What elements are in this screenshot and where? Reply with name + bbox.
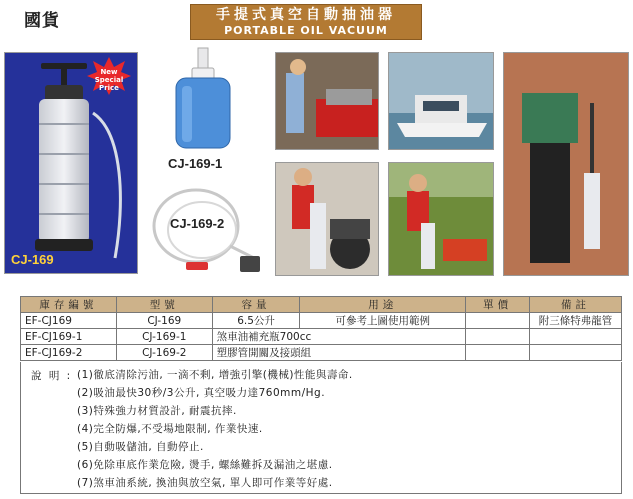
model-number: CJ-169-2	[116, 345, 212, 361]
list-item: (4)完全防爆,不受場地限制, 作業快速.	[77, 423, 263, 435]
unit-price	[466, 329, 530, 345]
product-main-label: CJ-169	[11, 252, 54, 267]
column-header: 備註	[530, 297, 622, 313]
title-zh: 手提式真空自動抽油器	[216, 7, 396, 23]
model-number: CJ-169	[116, 313, 212, 329]
list-item: (3)特殊強力材質設計, 耐震抗摔.	[77, 405, 237, 417]
remarks	[530, 329, 622, 345]
badge-text: New Special Price	[94, 68, 124, 92]
brand-mark: 國貨	[24, 11, 60, 31]
list-item: (7)煞車油系統, 換油與放空氣, 單人即可作業等好處.	[77, 477, 333, 489]
stock-number: EF-CJ169-2	[21, 345, 117, 361]
title-en: PORTABLE OIL VACUUM	[224, 24, 388, 37]
column-header: 型號	[116, 297, 212, 313]
stock-number: EF-CJ169	[21, 313, 117, 329]
usage-photo-car-engine	[275, 52, 379, 150]
table-row	[21, 313, 622, 329]
column-header: 庫存編號	[21, 297, 117, 313]
usage-photo-aquarium	[503, 52, 629, 276]
notes-list	[77, 368, 353, 494]
new-special-price-badge	[87, 57, 131, 95]
usage: 可參考上圖使用範例	[300, 313, 466, 329]
column-header: 單價	[466, 297, 530, 313]
product-main-photo	[4, 52, 138, 274]
column-header: 容量	[212, 297, 300, 313]
notes-lead: 說 明 :	[31, 370, 73, 382]
spec-table	[20, 296, 622, 361]
capacity: 塑膠管開關及接頭組	[212, 345, 466, 361]
capacity: 煞車油補充瓶700cc	[212, 329, 466, 345]
notes-section	[20, 362, 622, 494]
usage-photo-lawnmower	[388, 162, 494, 276]
stock-number: EF-CJ169-1	[21, 329, 117, 345]
bottle-label: CJ-169-1	[168, 156, 223, 171]
unit-price	[466, 313, 530, 329]
usage-photo-motorcycle	[275, 162, 379, 276]
model-number: CJ-169-1	[116, 329, 212, 345]
table-row	[21, 329, 622, 345]
bottle-illustration	[168, 46, 238, 150]
list-item: (1)徹底清除污油, 一滴不剩, 增強引擎(機械)性能與壽命.	[77, 369, 353, 381]
usage-photo-boat	[388, 52, 494, 150]
title-banner	[190, 4, 422, 40]
list-item: (2)吸油最快30秒/3公升, 真空吸力達760mm/Hg.	[77, 387, 326, 399]
remarks: 附三條特弗龍管	[530, 313, 622, 329]
hose-label: CJ-169-2	[170, 216, 225, 231]
table-row	[21, 345, 622, 361]
list-item: (6)免除車底作業危險, 燙手, 螺絲難拆及漏油之堪慮.	[77, 459, 333, 471]
column-header: 用途	[300, 297, 466, 313]
unit-price	[466, 345, 530, 361]
capacity: 6.5公升	[212, 313, 300, 329]
list-item: (5)自動吸儲油, 自動停止.	[77, 441, 204, 453]
table-header-row	[21, 297, 622, 313]
remarks	[530, 345, 622, 361]
